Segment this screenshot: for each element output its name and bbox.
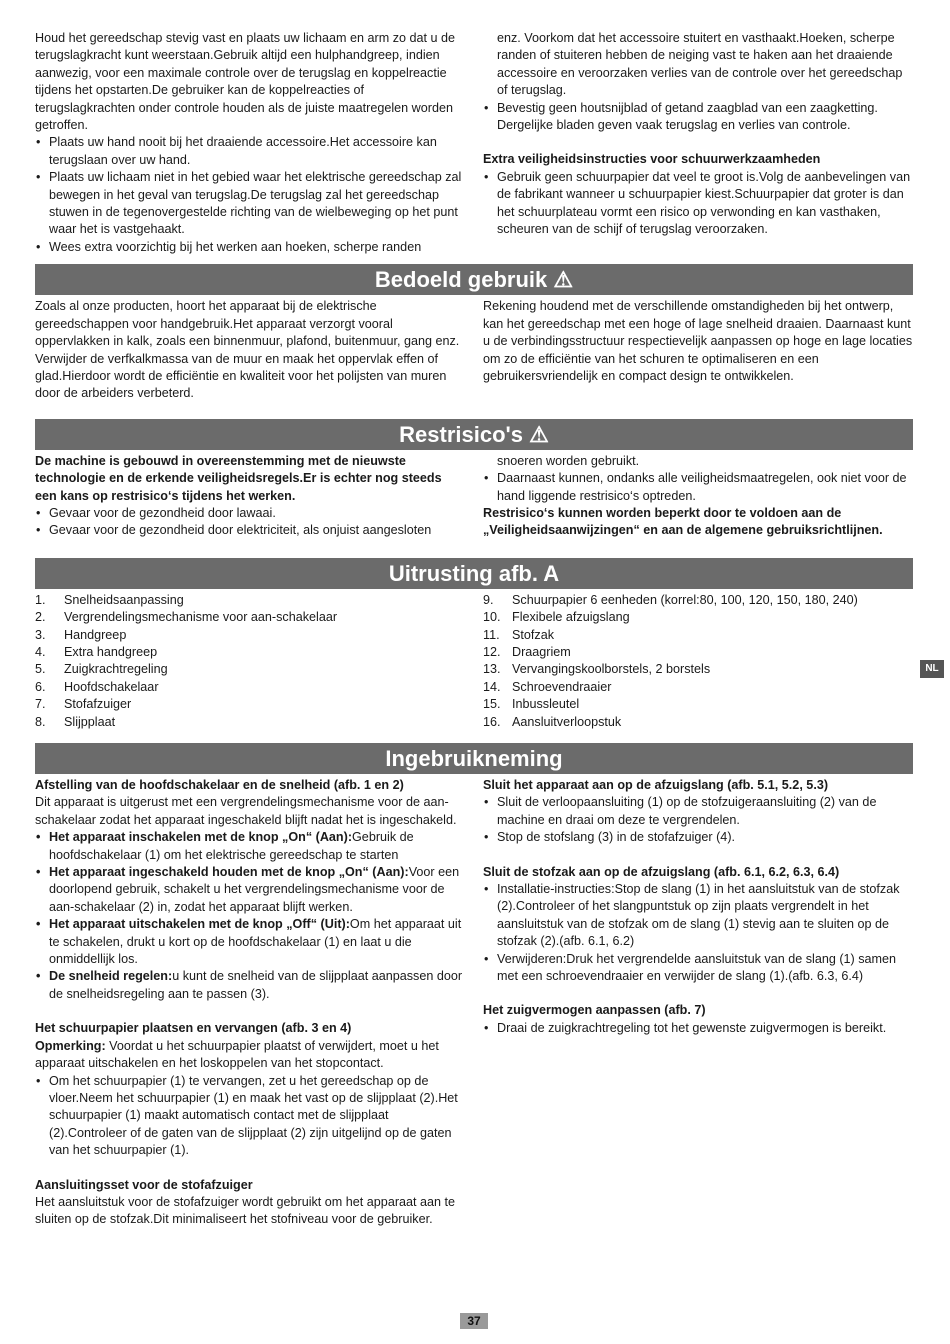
list-item: • Daarnaast kunnen, ondanks alle veiligheidsmaatregelen, ook niet voor de hand liggende restrisico‘s optreden. [483, 470, 913, 505]
list-item: • Bevestig geen houtsnijblad of getand zaagblad van een zaagketting. Dergelijke bladen geven vaak terugslag en verlies van controle. [483, 100, 913, 135]
list-item: • De snelheid regelen:u kunt de snelheid van de slijpplaat aanpassen door de snelheidsregeling aan te passen (3). [35, 968, 465, 1003]
restrisico-section [35, 453, 913, 540]
bullet-list [35, 829, 465, 1003]
bold-paragraph: Restrisico‘s kunnen worden beperkt door te voldoen aan de „Veiligheidsaanwijzingen“ en aan de algemene gebruiksrichtlijnen. [483, 505, 883, 538]
paragraph: Het aansluitstuk voor de stofafzuiger wordt gebruikt om het apparaat aan te sluiten op de stofzak.Dit minimaliseert het stofniveau voor de gebruiker. [35, 1194, 456, 1227]
list-item: 8. Slijpplaat [35, 714, 116, 729]
bullet-list [483, 470, 913, 505]
language-tab: NL [920, 660, 944, 678]
list-item: • Plaats uw hand nooit bij het draaiende accessoire.Het accessoire kan terugslaan over uw hand. [35, 134, 465, 169]
list-item: 13. Vervangingskoolborstels, 2 borstels [483, 662, 711, 677]
subheading: Sluit het apparaat aan op de afzuigslang (afb. 5.1, 5.2, 5.3) [483, 778, 829, 792]
list-item: • Stop de stofslang (3) in de stofafzuiger (4). [483, 829, 913, 846]
list-item: • Gevaar voor de gezondheid door elektriciteit, als onjuist aangesloten [35, 522, 465, 539]
subheading: Aansluitingsset voor de stofafzuiger [35, 1177, 253, 1192]
subheading: Sluit de stofzak aan op de afzuigslang (afb. 6.1, 6.2, 6.3, 6.4) [483, 864, 840, 879]
list-item: • Installatie-instructies:Stop de slang (1) in het aansluitstuk van de stofzak (2).Controleer of het slangpuntstuk op zijn plaats vergrendelt in het aansluitstuk van de stofzak om de slang (1) stevig aan te sluiten op de stofzak (2).(afb. 6.1, 6.2) [483, 881, 913, 951]
ingebruik-section [35, 777, 913, 1229]
section-title-uitrusting: Uitrusting afb. A [35, 558, 913, 589]
list-item: • Verwijderen:Druk het vergrendelde aansluitstuk van de slang (1) samen met een schroevendraaier en verwijder de slang (1).(afb. 6.3, 6.4) [483, 951, 913, 986]
uitrusting-section [35, 592, 913, 731]
list-item: 16. Aansluitverloopstuk [483, 714, 622, 729]
intro-right-column [483, 30, 913, 256]
section-title-restrisicos: Restrisico's ⚠ [35, 419, 913, 450]
list-item: 4. Extra handgreep [35, 644, 158, 659]
intro-left-column [35, 30, 465, 256]
page-content [35, 30, 913, 1229]
list-item: 10. Flexibele afzuigslang [483, 610, 630, 625]
list-item: • Wees extra voorzichtig bij het werken aan hoeken, scherpe randen [35, 239, 465, 256]
list-item: 12. Draagriem [483, 644, 571, 659]
list-item: 7. Stofafzuiger [35, 697, 132, 712]
list-item: • Sluit de verloopaansluiting (1) op de stofzuigeraansluiting (2) van de machine en draai om deze te vergrendelen. [483, 794, 913, 829]
list-item: 15. Inbussleutel [483, 697, 580, 712]
list-item: • Plaats uw lichaam niet in het gebied waar het elektrische gereedschap zal bewegen in het geval van terugslag.De terugslag zal het gereedschap stuwen in de tegenovergestelde richting van de wielbeweging op het punt waar het is vastgehaakt. [35, 169, 465, 239]
subheading: Extra veiligheidsinstructies voor schuurwerkzaamheden [483, 152, 821, 167]
bullet-list [35, 505, 465, 540]
bullet-list [483, 1020, 913, 1037]
list-item: 2. Vergrendelingsmechanisme voor aan-schakelaar [35, 610, 338, 625]
paragraph: Dit apparaat is uitgerust met een vergrendelingsmechanisme voor de aan-schakelaar zodat het apparaat ingeschakeld blijft nadat het is ingeschakeld. [35, 795, 457, 827]
bedoeld-section [35, 298, 913, 402]
paragraph: Zoals al onze producten, hoort het apparaat bij de elektrische gereedschappen voor handgebruik.Het apparaat verzorgt vooral oppervlakken in kalk, zoals een binnenmuur, plafond, buitenmuur, gang enz. Verwijder de verfkalkmassa van de muur en maak het oppervlak effen of glad.Hierdoor wordt de efficiëntie en kwaliteit voor het polijsten van muren door de arbeiders verbeterd. [35, 299, 460, 401]
page-number: 37 [460, 1313, 488, 1329]
list-item: 1. Snelheidsaanpassing [35, 592, 184, 607]
subheading: Afstelling van de hoofdschakelaar en de snelheid (afb. 1 en 2) [35, 778, 404, 792]
paragraph: snoeren worden gebruikt. [497, 453, 640, 468]
list-item: 9. Schuurpapier 6 eenheden (korrel:80, 100, 120, 150, 180, 240) [483, 592, 858, 607]
section-title-ingebruikneming: Ingebruikneming [35, 743, 913, 774]
list-item: • Draai de zuigkrachtregeling tot het gewenste zuigvermogen is bereikt. [483, 1020, 913, 1037]
paragraph: enz. Voorkom dat het accessoire stuitert en vasthaakt.Hoeken, scherpe randen of stuiteren hebben de neiging vast te haken aan het draaiende accessoire en veroorzaken verlies van de controle over het gereedschap of terugslag. [497, 31, 903, 98]
list-item: 6. Hoofdschakelaar [35, 679, 159, 694]
list-item: 14. Schroevendraaier [483, 679, 612, 694]
list-item: • Om het schuurpapier (1) te vervangen, zet u het gereedschap op de vloer.Neem het schuurpapier (1) en maak het vast op de slijpplaat (2).Het schuurpapier (1) maakt automatisch contact met de slijpplaat (2).Controleer of de gaten van de slijpplaat (2) zijn uitgelijnd op de gaten van het schuurpapier (1). [35, 1073, 465, 1160]
bullet-list [483, 881, 913, 985]
list-item: • Het apparaat ingeschakeld houden met de knop „On“ (Aan):Voor een doorlopend gebruik, schakelt u het vergrendelingsmechanisme voor de aan-schakelaar (2) in, zodat het apparaat blijft werken. [35, 864, 465, 916]
bullet-list [483, 100, 913, 135]
bullet-list [483, 169, 913, 239]
list-item: • Het apparaat uitschakelen met de knop „Off“ (Uit):Om het apparaat uit te schakelen, drukt u kort op de hoofdschakelaar (1) en laat u die onmiddellijk los. [35, 916, 465, 968]
list-item: 5. Zuigkrachtregeling [35, 662, 168, 677]
list-item: • Het apparaat inschakelen met de knop „On“ (Aan):Gebruik de hoofdschakelaar (1) om het elektrische gereedschap te starten [35, 829, 465, 864]
paragraph: Rekening houdend met de verschillende omstandigheden bij het ontwerp, kan het gereedschap met een hoge of lage snelheid draaien. Daarnaast kunt u de verbindingsstructuur respectievelijk aanpassen op hoge en lage locaties om zo de efficiëntie van het schuren te optimaliseren en een gebruikersvriendelijk en compact design te ontwikkelen. [483, 299, 913, 383]
subheading: Het schuurpapier plaatsen en vervangen (afb. 3 en 4) [35, 1021, 352, 1036]
note: Opmerking: Voordat u het schuurpapier plaatst of verwijdert, moet u het apparaat uitschakelen en het loskoppelen van het stopcontact. [35, 1038, 439, 1071]
list-item: • Gebruik geen schuurpapier dat veel te groot is.Volg de aanbevelingen van de fabrikant wanneer u schuurpapier kiest.Schuurpapier dat groter is dan het schuurplateau vormt een risico op verwonding en kan vasthaken, scheuren van de schijf of terugslag veroorzaken. [483, 169, 913, 239]
subheading: Het zuigvermogen aanpassen (afb. 7) [483, 1003, 706, 1018]
intro-section [35, 30, 913, 256]
numbered-list [483, 592, 913, 731]
list-item: • Gevaar voor de gezondheid door lawaai. [35, 505, 465, 522]
bullet-list [483, 794, 913, 846]
list-item: 11. Stofzak [483, 627, 554, 642]
numbered-list [35, 592, 465, 731]
bullet-list [35, 1073, 465, 1160]
bold-paragraph: De machine is gebouwd in overeenstemming met de nieuwste technologie en de erkende veiligheidsregels.Er is echter nog steeds een kans op restrisico‘s tijdens het werken. [35, 453, 442, 503]
paragraph: Houd het gereedschap stevig vast en plaats uw lichaam en arm zo dat u de terugslagkracht kunt weerstaan.Gebruik altijd een hulphandgreep, indien aanwezig, voor een maximale controle over de terugslag en koppelreactie tijdens het opstarten.De gebruiker kan de koppelreacties of terugslagkrachten onder controle houden als de juiste maatregelen worden getroffen. [35, 31, 456, 133]
section-title-bedoeld-gebruik: Bedoeld gebruik ⚠ [35, 264, 913, 295]
bullet-list [35, 134, 465, 256]
list-item: 3. Handgreep [35, 627, 127, 642]
